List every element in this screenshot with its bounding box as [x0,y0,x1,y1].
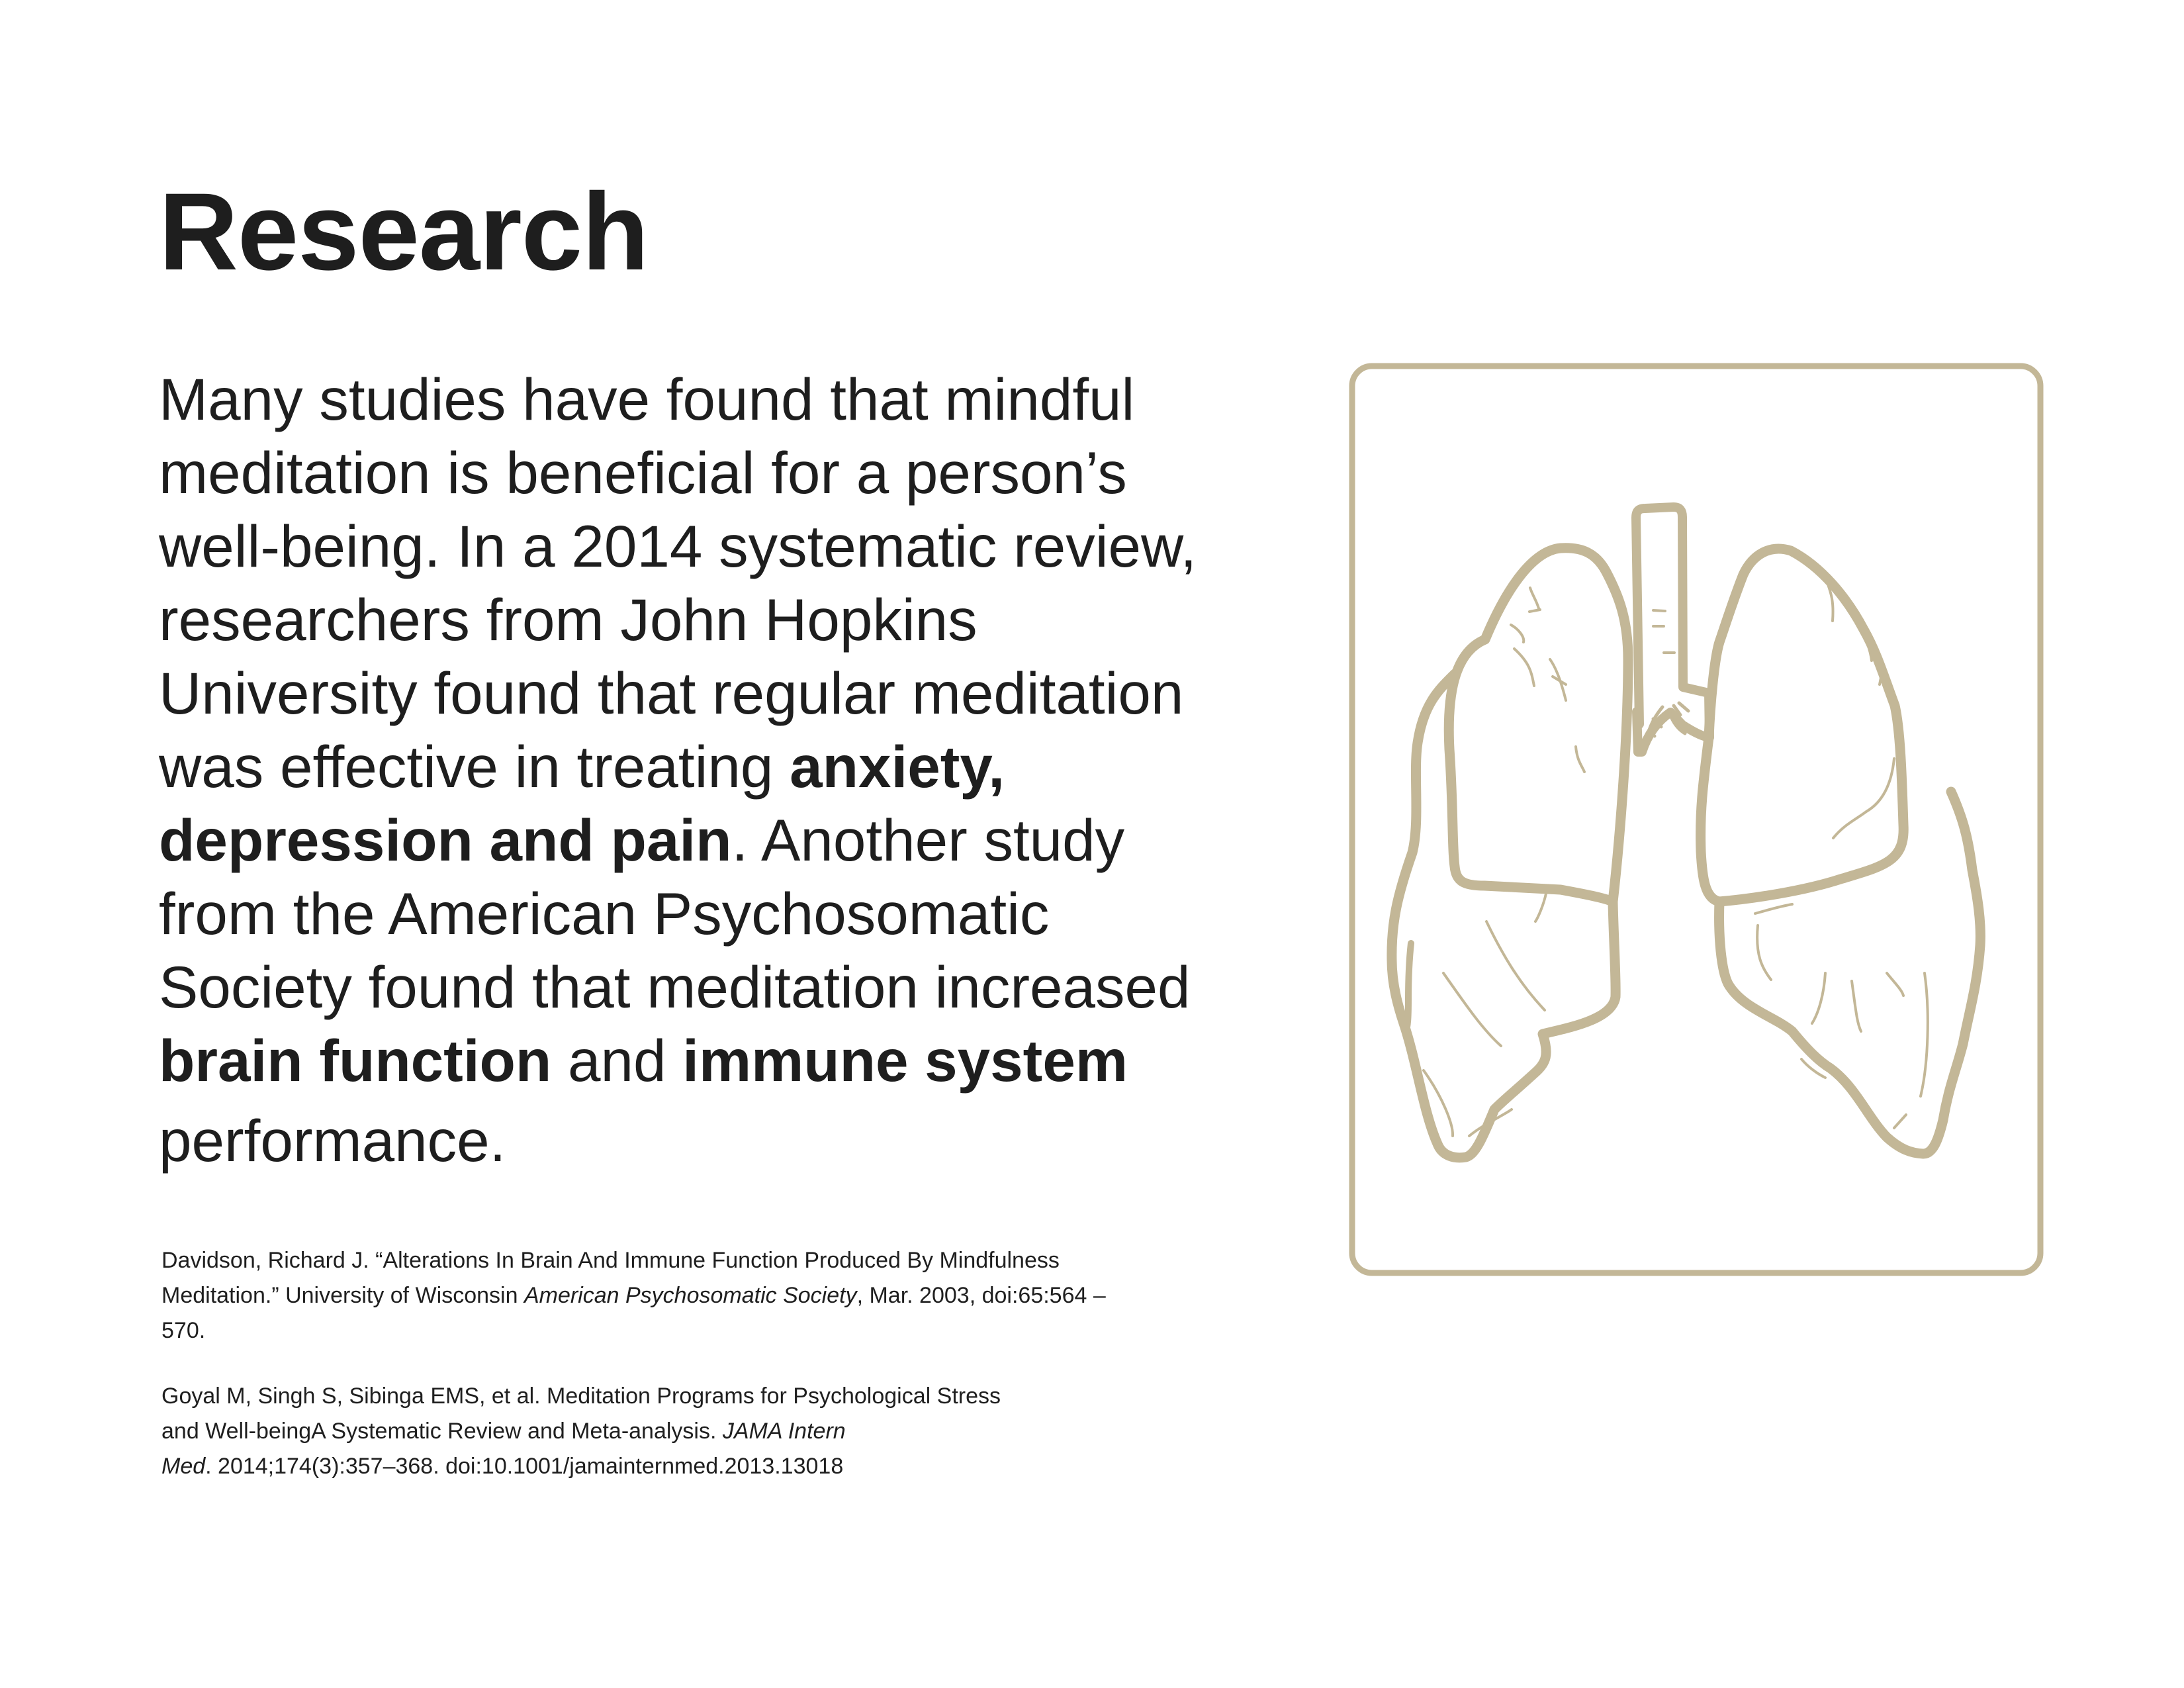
reference-line: Goyal M, Singh S, Sibinga EMS, et al. Meditation Programs for Psychological Stress [161,1383,1001,1409]
body-line: Society found that meditation increased [159,954,1191,1020]
left-lung-lower [1392,674,1615,1158]
emphasis-anxiety: anxiety, [790,733,1005,800]
emphasis-immune-system: immune system [682,1027,1128,1094]
body-line: researchers from John Hopkins [159,586,978,653]
body-line [159,730,1297,804]
left-lung-edge [1406,943,1411,1031]
reference-text: . 2014;174(3):357–368. doi:10.1001/jamainternmed.2013.13018 [205,1454,844,1479]
body-text-segment: was effective in treating [159,733,790,800]
body-paragraph [159,363,1297,1178]
reference-line [161,1414,1001,1449]
reference-journal: Med [161,1454,206,1479]
body-line: performance. [159,1107,506,1174]
body-text-segment: and [551,1027,683,1094]
page-title: Research [159,171,649,293]
right-lung-upper [1701,549,1904,902]
body-line: Many studies have found that mindful [159,366,1135,432]
reference-text: , Mar. 2003, doi:65:564 – [856,1283,1106,1308]
reference-line: 570. [161,1318,206,1343]
emphasis-depression-pain: depression and pain [159,807,732,873]
reference-text: and Well-beingA Systematic Review and Meta-analysis. [161,1419,723,1444]
reference-davidson [161,1243,1106,1348]
right-lung-lower [1719,792,1981,1154]
lungs-icon [1347,361,2045,1278]
body-text-segment: . Another study [731,807,1125,873]
trachea-outline [1636,507,1709,752]
reference-line [161,1278,1106,1313]
left-lung-upper [1449,548,1628,902]
body-line [159,1024,1297,1098]
reference-journal: JAMA Intern [722,1419,846,1444]
reference-line: Davidson, Richard J. “Alterations In Brain And Immune Function Produced By Mindfulness [161,1248,1060,1273]
reference-journal: American Psychosomatic Society [523,1283,857,1308]
body-line: meditation is beneficial for a person’s [159,440,1127,506]
reference-line [161,1449,1001,1484]
trachea-rings [1653,610,1674,653]
reference-text: Meditation.” University of Wisconsin [161,1283,524,1308]
reference-goyal [161,1379,1001,1484]
emphasis-brain-function: brain function [159,1027,552,1094]
body-line: from the American Psychosomatic [159,880,1050,947]
left-lung-veins [1424,588,1584,1136]
body-line: well-being. In a 2014 systematic review, [159,513,1197,579]
body-line: University found that regular meditation [159,660,1184,726]
body-line [159,804,1297,877]
